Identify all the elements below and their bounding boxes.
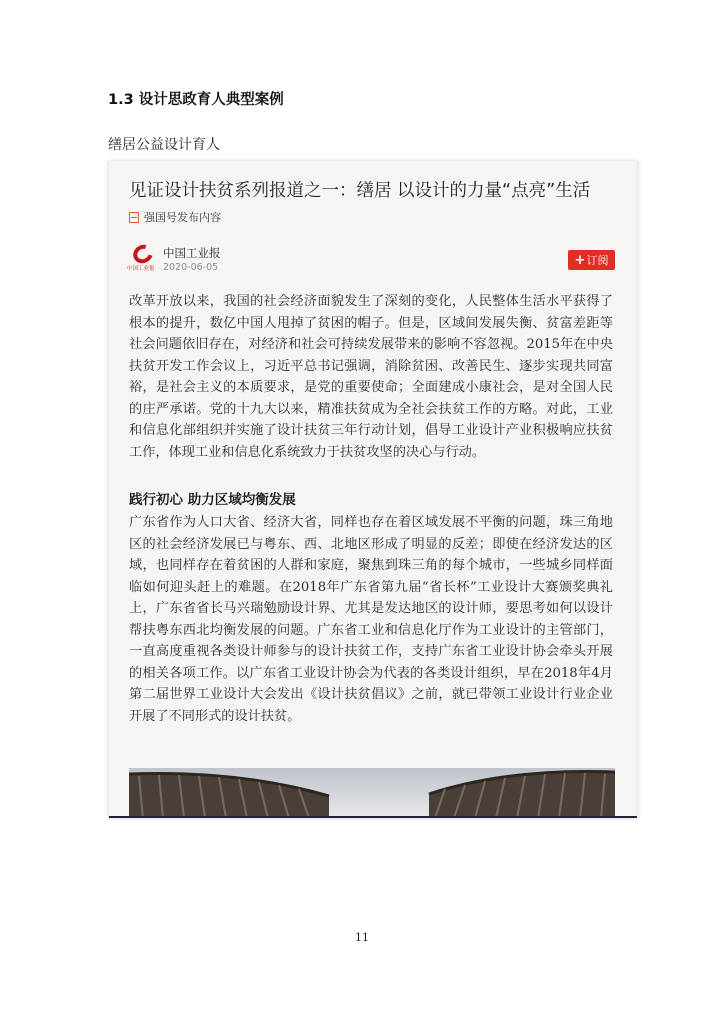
- subscribe-label: 订阅: [586, 254, 609, 267]
- publisher-logo[interactable]: [129, 245, 157, 273]
- source-label: 强国号发布内容: [144, 211, 221, 224]
- case-subheading: 缮居公益设计育人: [108, 137, 220, 153]
- logo-text: 中国工业报: [127, 266, 155, 272]
- source-badge-icon: [129, 212, 139, 223]
- plus-icon: +: [574, 252, 586, 268]
- roof-eaves-image: [129, 768, 615, 818]
- page-number: 11: [355, 931, 369, 944]
- article-paragraph: 改革开放以来，我国的社会经济面貌发生了深刻的变化，人民整体生活水平获得了根本的提升，数亿中国人甩掉了贫困的帽子。但是，区域间发展失衡、贫富差距等社会问题依旧存在，对经济和社会可持续发展带来的影响不容忽视。2015年在中央扶贫开发工作会议上，习近平总书记强调，消除贫困、改善民生、逐步实现共同富裕，是社会主义的本质要求，是党的重要使命；全面建成小康社会，是对全国人民的庄严承诺。党的十九大以来，精准扶贫成为全社会扶贫工作的方略。对此，工业和信息化部组织并实施了设计扶贫三年行动计划，倡导工业设计产业积极响应扶贫工作，体现工业和信息化系统致力于扶贫攻坚的决心与行动。: [129, 294, 613, 460]
- publish-date: 2020-06-05: [163, 262, 219, 273]
- logo-mark-icon: [130, 241, 156, 267]
- article-section-title: 践行初心 助力区域均衡发展: [129, 492, 296, 508]
- article-title: 见证设计扶贫系列报道之一：缮居 以设计的力量“点亮”生活: [129, 181, 591, 201]
- subscribe-button[interactable]: [568, 250, 615, 270]
- source-row: [129, 209, 221, 225]
- article-screenshot: [109, 161, 637, 818]
- article-paragraph: 广东省作为人口大省、经济大省，同样也存在着区域发展不平衡的问题，珠三角地区的社会经济发展已与粤东、西、北地区形成了明显的反差；即使在经济发达的区域，也同样存在着贫困的人群和家庭，聚焦到珠三角的每个城市，一些城乡同样面临如何迎头赶上的难题。在2018年广东省第九届“省长杯”工业设计大赛颁奖典礼上，广东省省长马兴瑞勉励设计界、尤其是发达地区的设计师，要思考如何以设计帮扶粤东西北均衡发展的问题。广东省工业和信息化厅作为工业设计的主管部门，一直高度重视各类设计师参与的设计扶贫工作，支持广东省工业设计协会牵头开展的相关各项工作。以广东省工业设计协会为代表的各类设计组织，早在2018年4月第二届世界工业设计大会发出《设计扶贫倡议》之前，就已带领工业设计行业企业开展了不同形式的设计扶贫。: [129, 515, 613, 724]
- article-photo: [129, 768, 615, 818]
- publisher-name[interactable]: 中国工业报: [163, 246, 221, 260]
- section-heading: 1.3 设计思政育人典型案例: [108, 92, 284, 108]
